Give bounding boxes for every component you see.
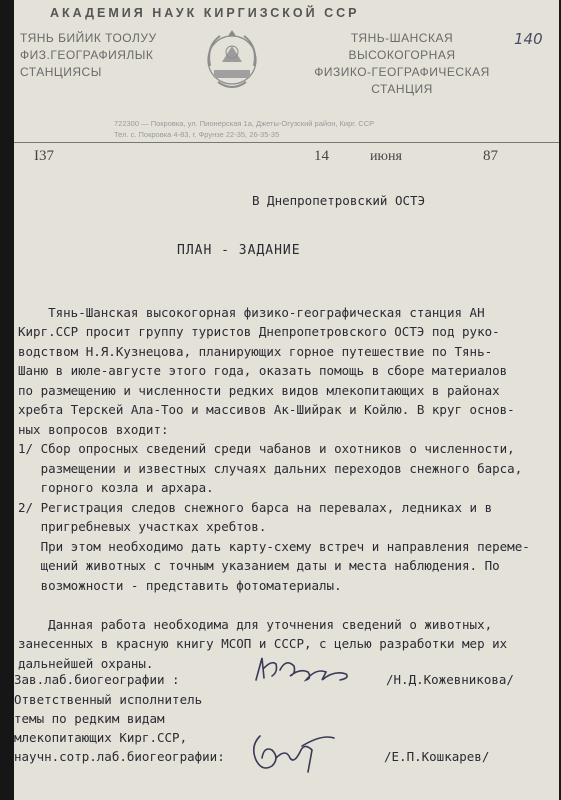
body-line: размещении и известных случаях дальних переходов снежного барса, xyxy=(18,460,523,476)
document-title: ПЛАН - ЗАДАНИЕ xyxy=(177,243,301,258)
academy-header: АКАДЕМИЯ НАУК КИРГИЗСКОЙ ССР xyxy=(50,6,360,20)
body-line: ных вопросов входит: xyxy=(18,421,169,437)
body-line: 1/ Сбор опросных сведений среди чабанов и охотников о численности, xyxy=(18,441,515,456)
letterhead-divider xyxy=(14,142,559,143)
signatory-2-position-line: Ответственный исполнитель xyxy=(14,692,203,707)
body-line: горного козла и архара. xyxy=(18,480,214,495)
body-line: Данная работа необходима для уточнения сведений о животных, xyxy=(18,616,493,632)
letterhead-kyrgyz-line: ФИЗ.ГЕОГРАФИЯЛЫК xyxy=(20,48,154,62)
letter-body xyxy=(18,283,530,712)
letterhead-kyrgyz-line: СТАНЦИЯСЫ xyxy=(20,65,102,79)
letterhead-russian-line: ФИЗИКО-ГЕОГРАФИЧЕСКАЯ xyxy=(314,65,490,79)
body-line: возможности - представить фотоматериалы. xyxy=(18,577,342,593)
handwritten-page-number: 140 xyxy=(514,30,543,48)
letterhead-russian xyxy=(292,30,512,98)
state-emblem-icon xyxy=(200,26,264,98)
signature-kozhevnikova xyxy=(250,650,360,690)
scan-dark-edge xyxy=(0,0,14,800)
body-line: щений животных с точным указанием даты и места наблюдения. По xyxy=(18,558,500,573)
letter-page xyxy=(14,0,559,800)
letterhead-address xyxy=(114,118,374,140)
letterhead-russian-line: ТЯНЬ-ШАНСКАЯ xyxy=(350,31,454,45)
signatory-1-name: /Н.Д.Кожевникова/ xyxy=(386,672,514,687)
body-line: Шаню в июле-августе этого года, оказать помощь в сборе материалов xyxy=(18,363,508,378)
signatory-2-name: /Е.П.Кошкарев/ xyxy=(384,749,490,764)
address-line: 722300 — Покровка, ул. Пионерская 1а, Джеты-Огузский район, Кирг. ССР xyxy=(114,119,375,128)
date-year: 87 xyxy=(483,148,498,164)
body-line: 2/ Регистрация следов снежного барса на перевалах, ледниках и в xyxy=(18,499,493,515)
signatory-2-position-line: темы по редким видам xyxy=(14,711,165,726)
outgoing-number: I37 xyxy=(34,148,54,164)
date-month: июня xyxy=(370,149,402,164)
body-line: Кирг.ССР просит группу туристов Днепропетровского ОСТЭ под руко- xyxy=(18,324,500,339)
address-line: Тел. с. Покровка 4-83, г. Фрунзе 22-35, 26-35-35 xyxy=(114,130,280,139)
body-line xyxy=(18,595,530,615)
letterhead-russian-line: ВЫСОКОГОРНАЯ xyxy=(348,48,456,62)
signatory-2-position-line: млекопитающих Кирг.ССР, xyxy=(14,730,188,745)
letterhead-kyrgyz xyxy=(20,30,157,81)
recipient: В Днепропетровский ОСТЭ xyxy=(252,193,426,208)
signatory-2-position-line: научн.сотр.лаб.биогеографии: xyxy=(14,749,225,764)
body-line: дальнейшей охраны. xyxy=(18,655,154,671)
body-line: При этом необходимо дать карту-схему встреч и направления переме- xyxy=(18,538,530,554)
body-line: водством Н.Я.Кузнецова, планирующих горное путешествие по Тянь- xyxy=(18,343,493,359)
date-day: 14 xyxy=(314,148,329,164)
body-line: по размещению и численности редких видов млекопитающих в районах xyxy=(18,382,500,398)
body-line: Тянь-Шанская высокогорная физико-географическая станция АН xyxy=(18,304,485,320)
body-line: хребта Терскей Ала-Тоо и массивов Ак-Шийрак и Койлю. В круг основ- xyxy=(18,402,515,417)
signatory-1-position: Зав.лаб.биогеографии : xyxy=(14,672,180,687)
body-line: пригребневых участках хребтов. xyxy=(18,519,267,534)
signature-koshkarev xyxy=(242,728,342,778)
body-line: занесенных в красную книгу МСОП и СССР, с целью разработки мер их xyxy=(18,636,508,651)
letterhead-russian-line: СТАНЦИЯ xyxy=(371,82,433,96)
letterhead-kyrgyz-line: ТЯНЬ БИЙИК ТООЛУУ xyxy=(20,31,157,45)
